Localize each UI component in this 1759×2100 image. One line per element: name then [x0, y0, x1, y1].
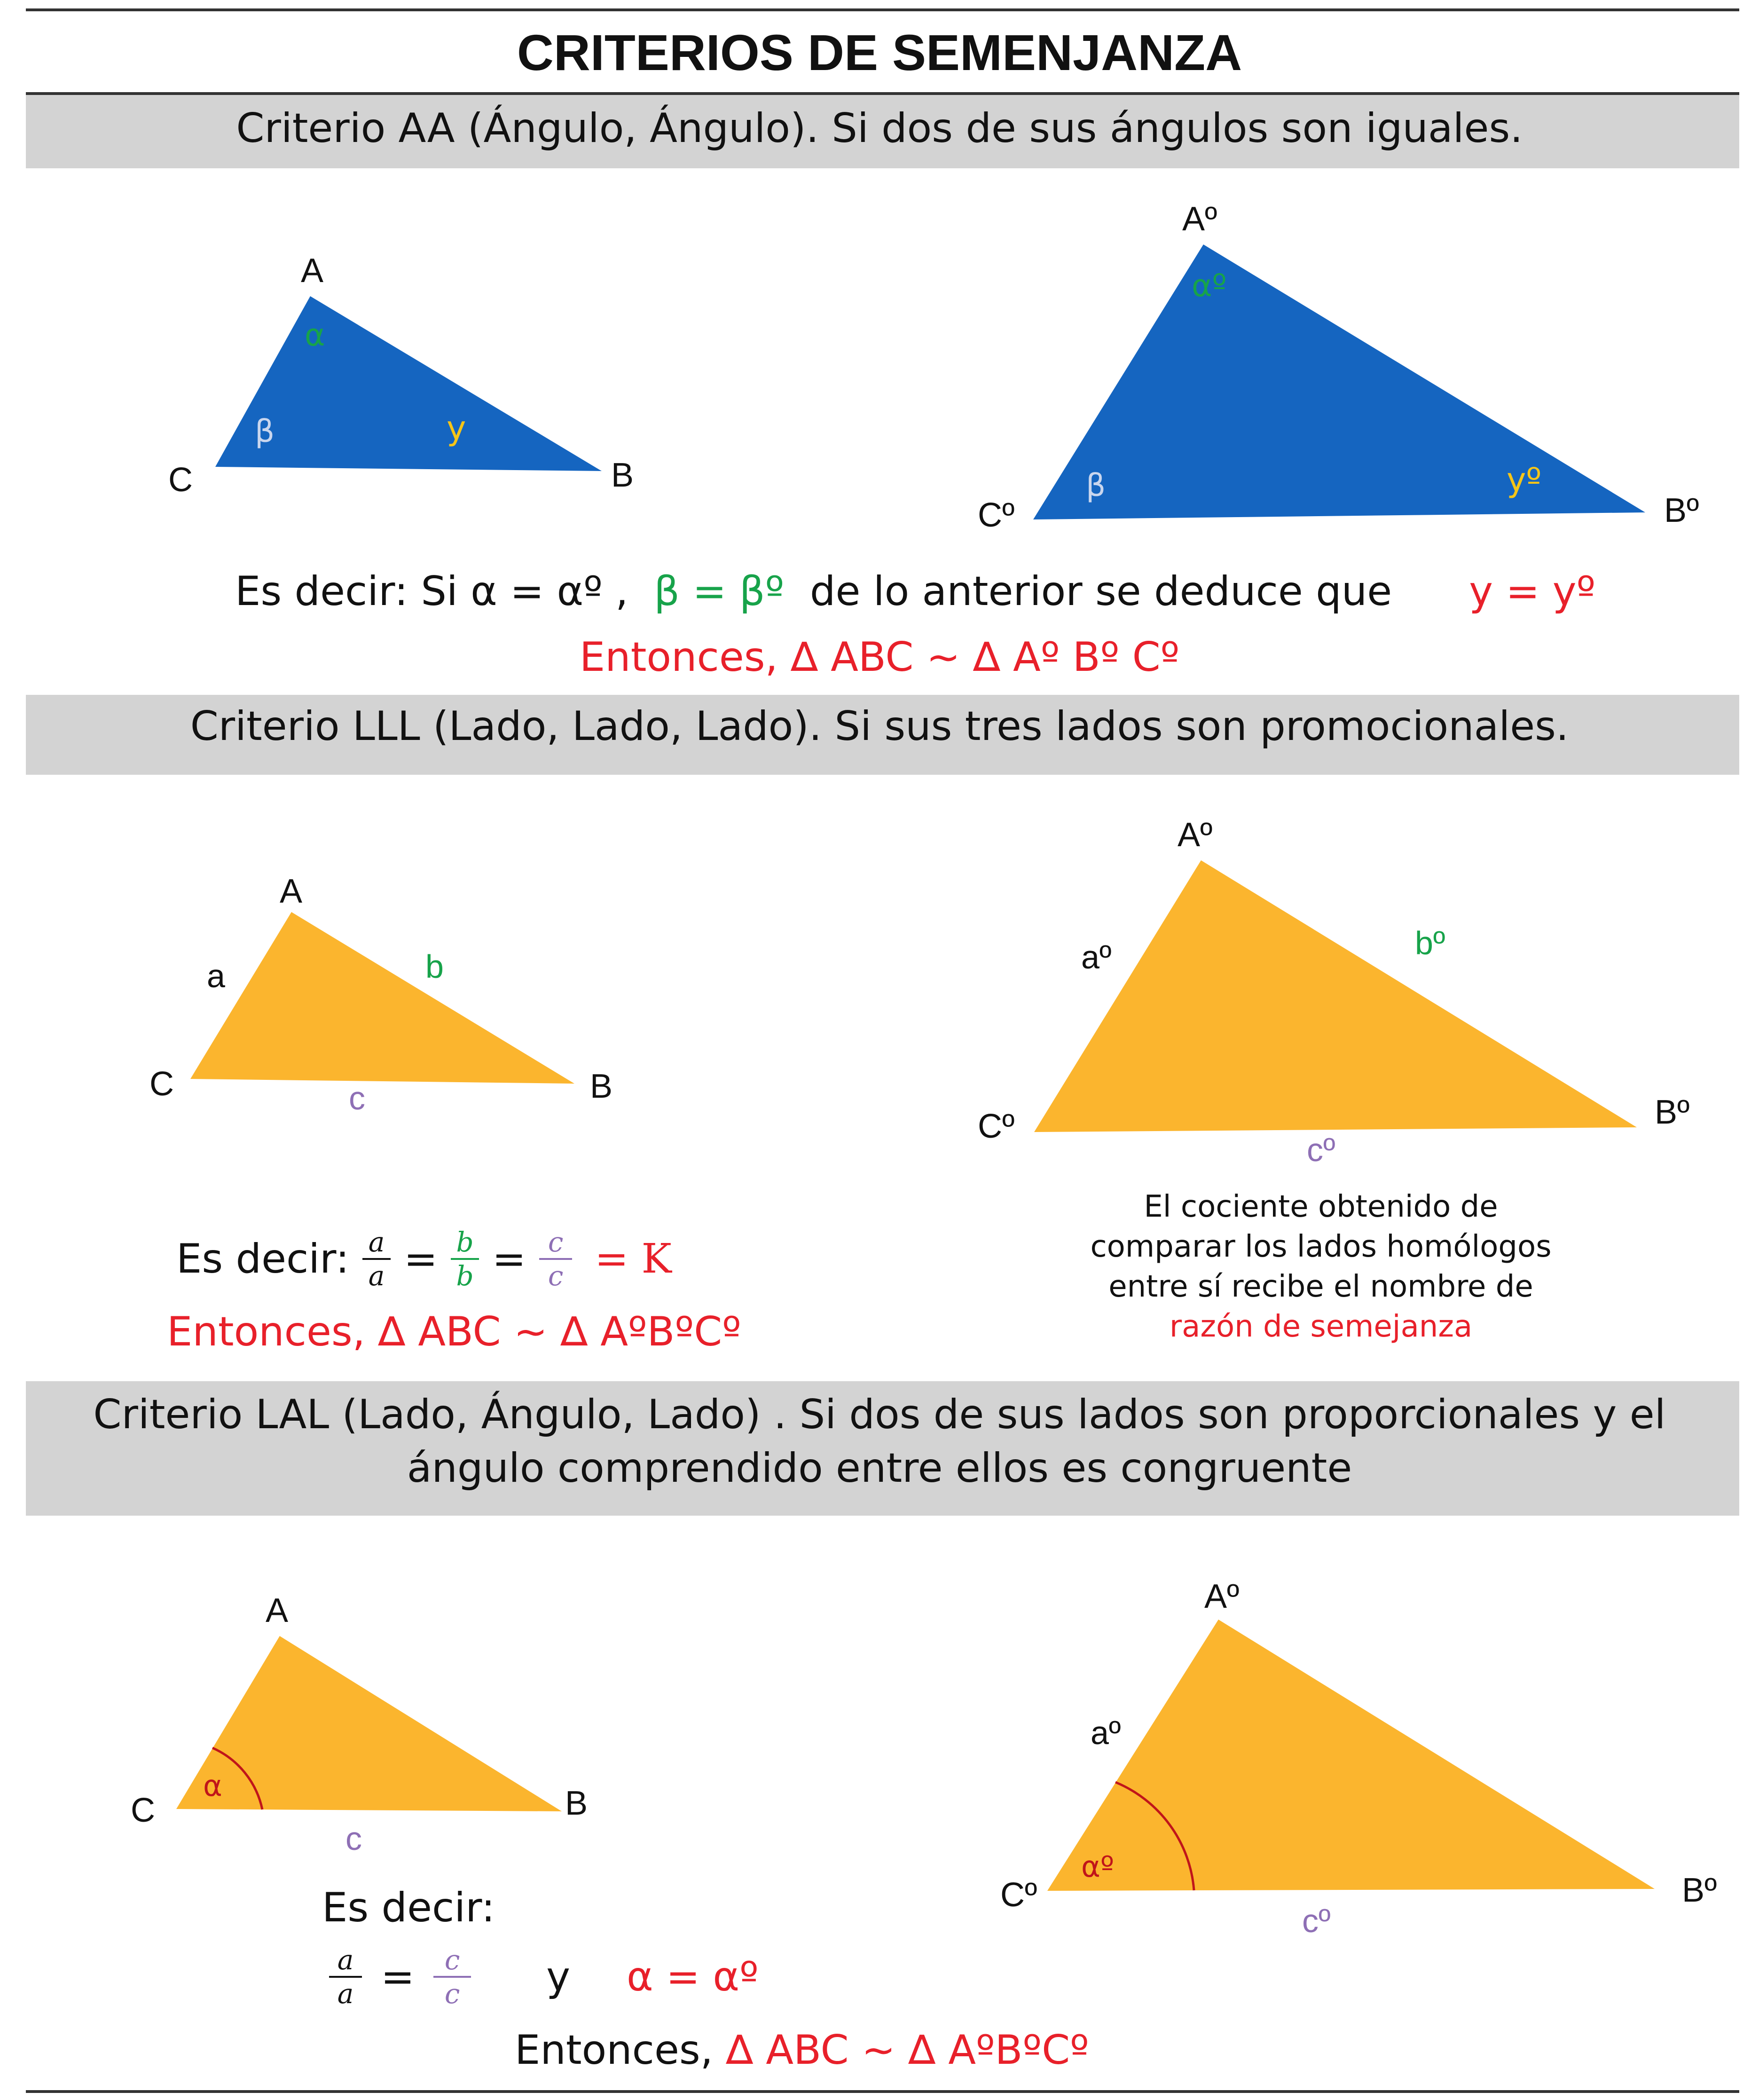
lll-frac-b — [451, 1226, 479, 1292]
aa-line1-mid: de lo anterior se deduce que — [809, 568, 1392, 615]
lll-big-vertex-a: Aº — [1178, 816, 1213, 854]
lal-header-line2: ángulo comprendido entre ellos es congruente — [407, 1445, 1352, 1492]
lal-line2-red: ∆ ABC ~ ∆ AºBºCº — [726, 2027, 1089, 2074]
aa-small-vertex-c: C — [168, 461, 193, 499]
lll-small-vertex-a: A — [280, 873, 303, 910]
aa-line1-green: β = βº — [654, 568, 785, 615]
lal-small-vertex-c: C — [131, 1792, 155, 1829]
lll-frac-c-den: c — [548, 1260, 564, 1292]
lal-small-triangle — [176, 1636, 562, 1811]
aa-big-triangle — [1033, 244, 1645, 519]
aa-big-alpha: αº — [1192, 267, 1227, 304]
lal-big-alpha: αº — [1081, 1849, 1115, 1884]
lal-es-decir: Es decir: — [322, 1884, 495, 1931]
lal-eq: = — [381, 1953, 415, 2000]
lal-equation — [329, 1937, 759, 2017]
lal-small-vertex-a: A — [266, 1592, 289, 1629]
lll-small-side-b: b — [425, 948, 444, 985]
lal-y: y — [546, 1953, 570, 2000]
lal-frac-a-den: a — [337, 1978, 354, 2010]
lal-frac-c-den: c — [444, 1978, 460, 2010]
lll-note-1: El cociente obtenido de — [1144, 1189, 1498, 1224]
lll-big-side-b: bº — [1415, 925, 1445, 961]
aa-line1-red: y = yº — [1469, 568, 1596, 615]
aa-big-beta: β — [1086, 467, 1106, 503]
lal-small-side-c: c — [346, 1820, 362, 1857]
lll-small-vertex-c: C — [149, 1065, 174, 1103]
lal-conclusion-line2 — [515, 2027, 1089, 2074]
lll-big-vertex-b: Bº — [1655, 1093, 1690, 1131]
lll-big-side-a: aº — [1081, 939, 1112, 975]
lll-small-vertex-b: B — [590, 1068, 613, 1105]
lal-header-line1: Criterio LAL (Lado, Ángulo, Lado) . Si dos de sus lados son proporcionales y el — [93, 1391, 1666, 1438]
lal-frac-c-num: c — [444, 1944, 460, 1976]
aa-small-alpha: α — [305, 317, 325, 353]
lll-note-2: comparar los lados homólogos — [1090, 1229, 1552, 1264]
lll-big-side-c: cº — [1307, 1132, 1335, 1168]
aa-header: Criterio AA (Ángulo, Ángulo). Si dos de sus ángulos son iguales. — [236, 105, 1523, 152]
lal-frac-a — [329, 1944, 362, 2010]
lal-big-vertex-c: Cº — [1000, 1876, 1037, 1914]
aa-big-vertex-b: Bº — [1664, 492, 1699, 529]
lll-eq-2: = — [492, 1235, 526, 1282]
aa-big-gamma: yº — [1507, 461, 1542, 499]
lll-equation — [176, 1221, 672, 1297]
lll-frac-a-den: a — [368, 1260, 385, 1292]
lal-big-triangle — [1047, 1620, 1655, 1891]
lll-small-side-a: a — [207, 958, 225, 994]
lal-alpha-eq: α = αº — [626, 1953, 759, 2000]
lal-line2-black: Entonces, — [515, 2027, 714, 2074]
lal-small-vertex-b: B — [565, 1785, 588, 1822]
lll-small-triangle — [190, 912, 574, 1084]
lal-frac-a-num: a — [337, 1944, 354, 1976]
lll-note-red: razón de semejanza — [1169, 1309, 1473, 1344]
lll-conclusion-line2: Entonces, ∆ ABC ~ ∆ AºBºCº — [167, 1308, 741, 1355]
lll-big-vertex-c: Cº — [978, 1108, 1015, 1145]
lll-small-side-c: c — [349, 1080, 365, 1117]
page-title: CRITERIOS DE SEMENJANZA — [517, 24, 1242, 81]
lll-big-triangle — [1034, 860, 1637, 1132]
lll-header: Criterio LLL (Lado, Lado, Lado). Si sus tres lados son promocionales. — [190, 703, 1569, 750]
lll-frac-b-den: b — [456, 1260, 474, 1292]
lll-frac-c — [539, 1226, 572, 1292]
aa-line1-prefix: Es decir: Si α = αº , — [235, 568, 628, 615]
lll-frac-b-num: b — [456, 1226, 474, 1258]
lll-es-decir: Es decir: — [176, 1235, 349, 1282]
lll-frac-a-num: a — [368, 1226, 385, 1258]
lll-eq-1: = — [403, 1235, 438, 1282]
aa-conclusion-line2: Entonces, ∆ ABC ~ ∆ Aº Bº Cº — [579, 634, 1180, 681]
aa-big-vertex-a: Aº — [1182, 200, 1217, 238]
lal-big-side-a: aº — [1091, 1715, 1121, 1751]
lll-frac-c-num: c — [548, 1226, 564, 1258]
aa-small-vertex-b: B — [611, 456, 634, 494]
aa-small-gamma: y — [447, 409, 466, 448]
lal-frac-c — [433, 1944, 471, 2010]
lal-big-vertex-a: Aº — [1204, 1578, 1240, 1615]
aa-small-beta: β — [255, 413, 275, 449]
lal-big-side-c: cº — [1302, 1903, 1331, 1939]
lll-note-3: entre sí recibe el nombre de — [1108, 1269, 1533, 1304]
lal-small-alpha: α — [203, 1769, 222, 1803]
lal-big-vertex-b: Bº — [1682, 1872, 1717, 1909]
aa-small-vertex-a: A — [301, 252, 324, 290]
lll-frac-a — [362, 1226, 391, 1292]
aa-conclusion-line1 — [235, 568, 1596, 615]
lll-k: = K — [595, 1235, 672, 1282]
aa-big-vertex-c: Cº — [978, 496, 1015, 534]
